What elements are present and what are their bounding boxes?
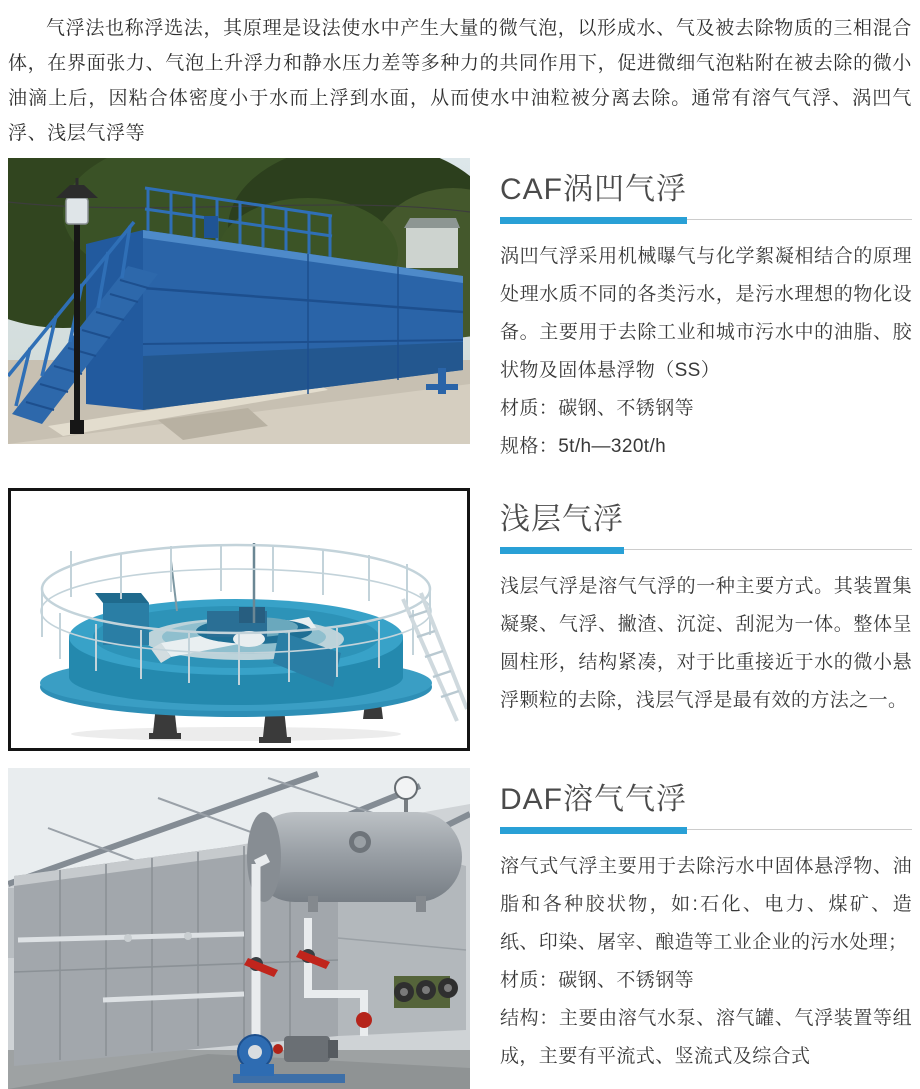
daf-material: 材质：碳钢、不锈钢等 — [500, 970, 695, 991]
section-daf-header — [500, 774, 912, 834]
section-caf — [0, 158, 920, 466]
section-shallow — [0, 488, 920, 751]
daf-description: 溶气式气浮主要用于去除污水中固体悬浮物、油脂和各种胶状物，如:石化、电力、煤矿、造纸、印染、屠宰、酿造等工业企业的污水处理； — [500, 856, 912, 953]
daf-equipment-photo — [8, 768, 470, 1089]
section-daf-text — [500, 768, 912, 1076]
section-caf-header — [500, 164, 912, 224]
shallow-photo-illustration — [11, 491, 467, 748]
daf-photo-illustration — [8, 768, 470, 1089]
pump-unit — [233, 1035, 345, 1083]
intro-paragraph: 气浮法也称浮选法，其原理是设法使水中产生大量的微气泡，以形成水、气及被去除物质的三相混合体，在界面张力、气泡上升浮力和静水压力差等多种力的共同作用下，促进微细气泡粘附在被去除的微小油滴上后，因粘合体密度小于水而上浮到水面，从而使水中油粒被分离去除。通常有溶气气浮、涡凹气浮、浅层气浮等 — [8, 18, 912, 144]
section-shallow-header — [500, 494, 912, 554]
section-shallow-title: 浅层气浮 — [500, 494, 624, 554]
section-daf — [0, 768, 920, 1089]
caf-material: 材质：碳钢、不锈钢等 — [500, 398, 695, 419]
caf-spec: 规格：5t/h—320t/h — [500, 436, 667, 457]
page — [0, 11, 920, 1072]
shallow-flotation-photo — [8, 488, 470, 751]
section-daf-title: DAF溶气气浮 — [500, 774, 687, 834]
daf-structure: 结构：主要由溶气水泵、溶气罐、气浮装置等组成，主要有平流式、竖流式及综合式 — [500, 1008, 912, 1067]
caf-equipment-photo — [8, 158, 470, 444]
caf-description: 涡凹气浮采用机械曝气与化学絮凝相结合的原理处理水质不同的各类污水，是污水理想的物化设备。主要用于去除工业和城市污水中的油脂、胶状物及固体悬浮物（SS） — [500, 246, 912, 381]
caf-photo-illustration — [8, 158, 470, 444]
section-caf-text — [500, 158, 912, 466]
section-shallow-text — [500, 488, 912, 720]
section-caf-title: CAF涡凹气浮 — [500, 164, 687, 224]
shallow-description: 浅层气浮是溶气气浮的一种主要方式。其装置集凝聚、气浮、撇渣、沉淀、刮泥为一体。整体呈圆柱形，结构紧凑，对于比重接近于水的微小悬浮颗粒的去除，浅层气浮是最有效的方法之一。 — [500, 576, 912, 711]
drive-gears — [394, 976, 458, 1008]
